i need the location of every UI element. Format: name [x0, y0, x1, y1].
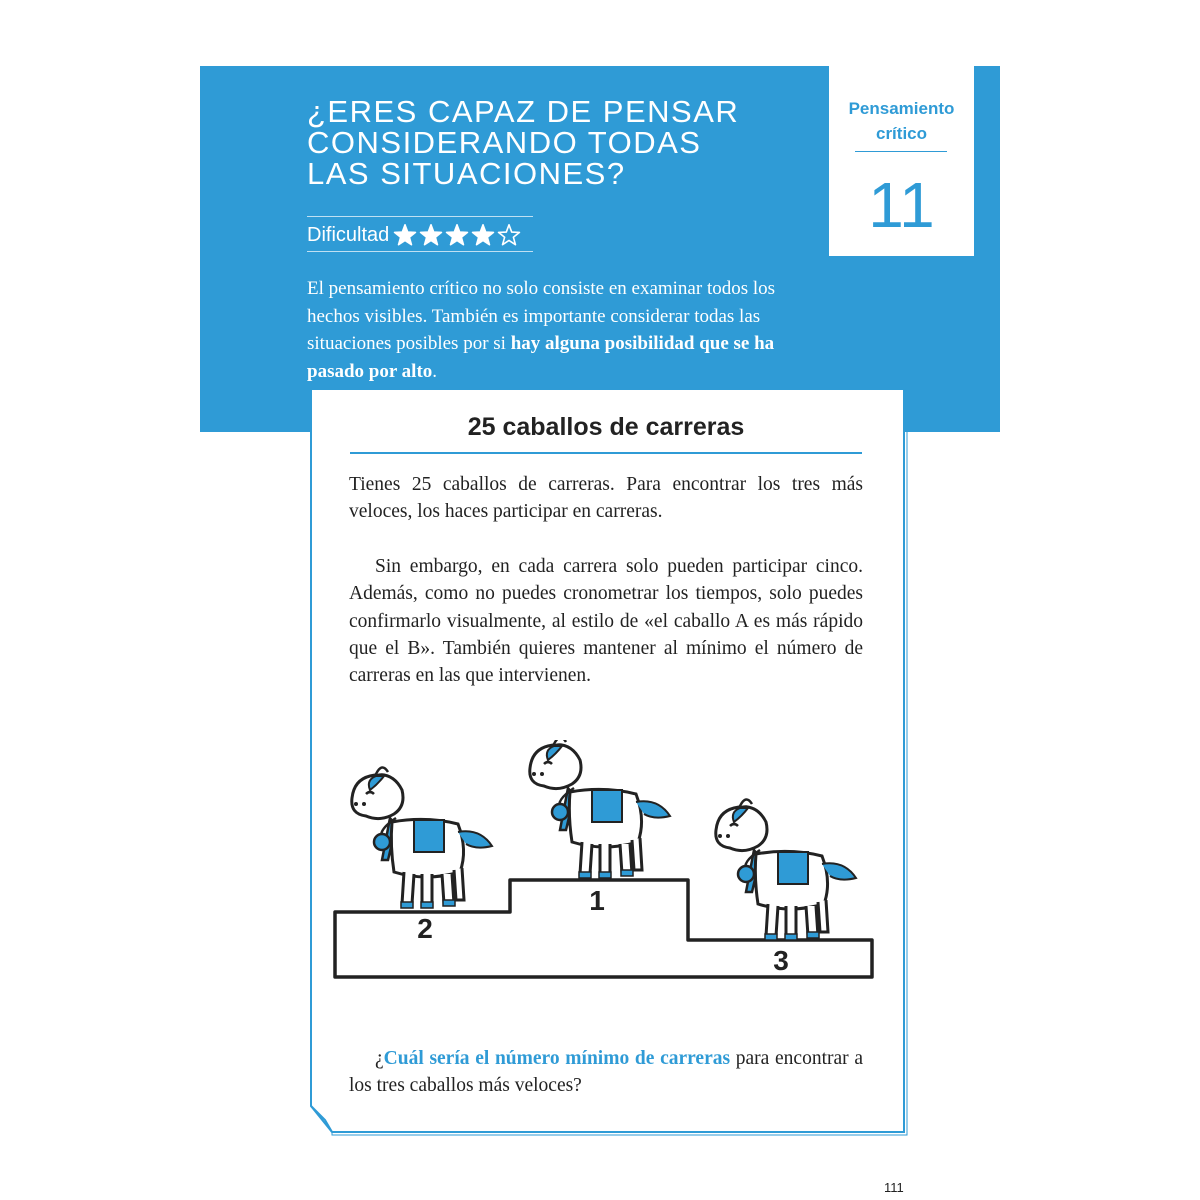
category-tag: [829, 66, 974, 256]
difficulty-label: Dificultad: [307, 223, 390, 246]
question-rest: para encontrar a los tres caballos más veloces?: [349, 1048, 863, 1097]
puzzle-number: 11: [868, 169, 935, 241]
star-filled-icon: [419, 223, 443, 247]
puzzle-paragraph-2: Sin embargo, en cada carrera solo pueden participar cinco. Además, como no puedes cronometrar los tiempos, solo puedes confirmarlo visualmente, al estilo de «el caballo A es más rápido que el B». También quieres mantener al mínimo el número de carreras en las que intervienen.: [349, 556, 863, 687]
puzzle-title-rule: [350, 452, 862, 454]
puzzle-title: 25 caballos de carreras: [467, 413, 745, 441]
intro-text: [307, 275, 777, 385]
page-title: ¿ERES CAPAZ DE PENSAR CONSIDERANDO TODAS LAS SITUACIONES?: [307, 94, 740, 191]
horse-second-place: [352, 767, 492, 908]
star-filled-icon: [471, 223, 495, 247]
difficulty-rating: [307, 222, 523, 248]
puzzle-question: [349, 1045, 863, 1100]
difficulty-top-rule: [307, 216, 533, 217]
intro-text-end: .: [432, 360, 438, 382]
star-filled-icon: [393, 223, 417, 247]
puzzle-paragraph-1: Tienes 25 caballos de carreras. Para encontrar los tres más veloces, los haces participar en carreras.: [349, 474, 863, 523]
star-outline-icon: [497, 223, 521, 247]
question-open: ¿: [375, 1048, 384, 1069]
podium-illustration: [320, 740, 890, 985]
star-filled-icon: [445, 223, 469, 247]
page-number: 111: [884, 1180, 904, 1195]
horse-third-place: [716, 799, 856, 940]
question-highlight: Cuál sería el número mínimo de carreras: [383, 1048, 731, 1069]
podium-label-second: 2: [417, 913, 433, 944]
horse-first-place: [530, 740, 670, 878]
difficulty-stars: [393, 223, 523, 247]
category-divider: [855, 151, 947, 152]
intro-text-bold: hay alguna posibilidad que se ha pasado por alto: [307, 333, 775, 382]
intro-text-normal: El pensamiento crítico no solo consiste en examinar todos los hechos visibles. También es importante considerar todas las situaciones posibles por si: [307, 278, 776, 354]
podium-label-third: 3: [773, 945, 789, 976]
category-label: Pensamiento crítico: [848, 99, 955, 143]
difficulty-bottom-rule: [307, 251, 533, 252]
podium-label-first: 1: [589, 885, 605, 916]
